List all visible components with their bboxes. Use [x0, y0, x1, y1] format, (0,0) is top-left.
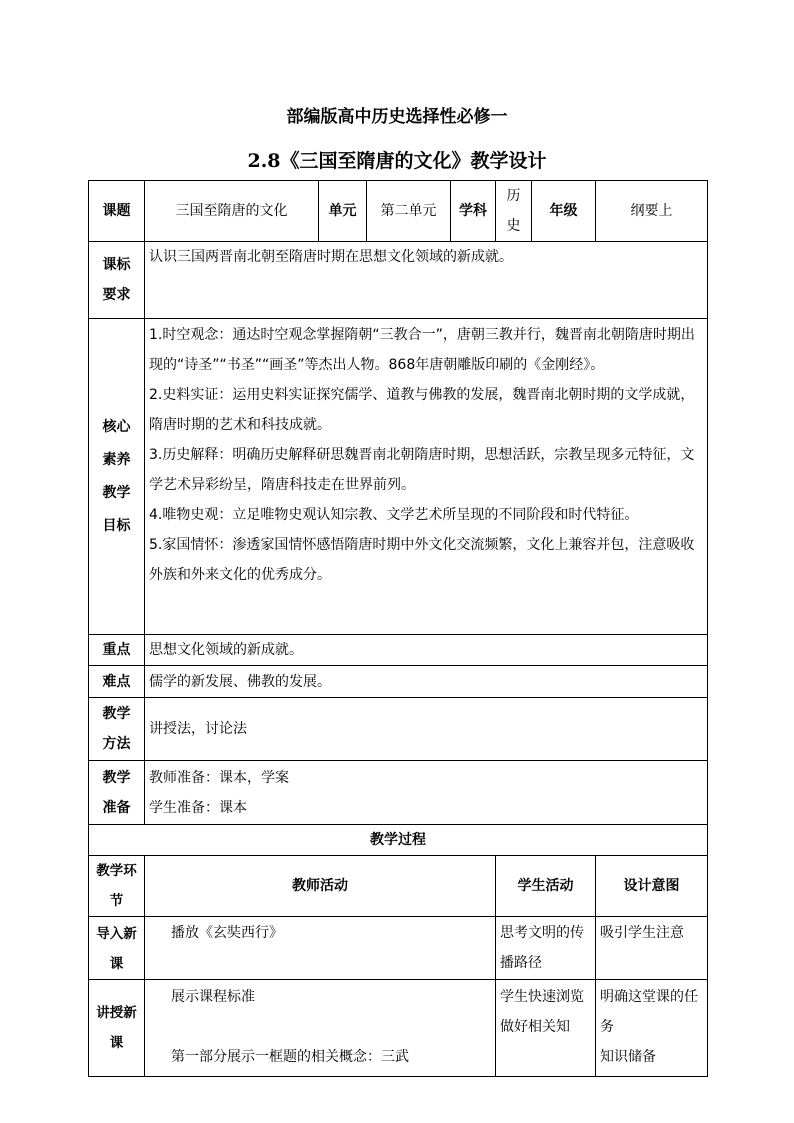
- process-row-new: [89, 980, 708, 1077]
- process-teacher-intro: 播放《玄奘西行》: [145, 917, 496, 980]
- process-row-intro: [89, 917, 708, 980]
- lesson-plan-table: [88, 180, 708, 1077]
- key-point-text: 思想文化领域的新成就。: [145, 635, 708, 666]
- standard-label-line1: 课标: [102, 257, 131, 273]
- prep-student: 学生准备：课本: [149, 799, 247, 816]
- process-intent-intro: 吸引学生注意: [596, 917, 708, 980]
- core-label-line: 素养: [102, 451, 131, 468]
- process-intent-new: [596, 980, 708, 1077]
- subject-value: 历史: [496, 181, 532, 242]
- info-row: [89, 181, 708, 242]
- grade-label: 年级: [532, 181, 596, 242]
- core-label-line: 目标: [102, 517, 131, 534]
- unit-label: 单元: [319, 181, 367, 242]
- prep-teacher: 教师准备：课本，学案: [149, 769, 289, 786]
- unit-value: 第二单元: [367, 181, 451, 242]
- grade-value: 纲要上: [596, 181, 708, 242]
- method-text: 讲授法，讨论法: [145, 698, 708, 761]
- method-label: [89, 698, 145, 761]
- prep-label-line2: 准备: [102, 799, 131, 816]
- key-point-label: 重点: [89, 635, 145, 666]
- process-stage-intro: 导入新课: [89, 917, 145, 980]
- process-teacher-new: [145, 980, 496, 1077]
- document-title: 部编版高中历史选择性必修一: [286, 107, 508, 127]
- standard-row: [89, 242, 708, 319]
- document-subtitle: 2.8《三国至隋唐的文化》教学设计: [247, 150, 547, 172]
- core-row: [89, 319, 708, 635]
- process-student-new: 学生快速浏览 做好相关知: [496, 980, 596, 1077]
- prep-text: [145, 761, 708, 825]
- process-student-intro: 思考文明的传播路径: [496, 917, 596, 980]
- core-goal-item: 1.时空观念：通达时空观念掌握隋朝“三教合一”，唐朝三教并行，魏晋南北朝隋唐时期出现的“诗圣”“书圣”“画圣”等杰出人物。868年唐朝雕版印刷的《金刚经》。: [149, 327, 695, 373]
- difficulty-label: 难点: [89, 666, 145, 698]
- key-point-row: [89, 635, 708, 666]
- core-label-line: 核心: [102, 418, 131, 435]
- process-stage-new: 讲授新课: [89, 980, 145, 1077]
- process-header-row: [89, 856, 708, 917]
- prep-label-line1: 教学: [102, 769, 131, 786]
- core-label-line: 教学: [102, 484, 131, 501]
- core-goals: [145, 319, 708, 635]
- process-teacher-new-line: 展示课程标准: [171, 989, 255, 1005]
- standard-label-line2: 要求: [102, 287, 131, 303]
- difficulty-row: [89, 666, 708, 698]
- standard-label: [89, 242, 145, 319]
- difficulty-text: 儒学的新发展、佛教的发展。: [145, 666, 708, 698]
- standard-text: 认识三国两晋南北朝至隋唐时期在思想文化领域的新成就。: [145, 242, 708, 319]
- process-teacher-new-line: 第一部分展示一框题的相关概念：三武: [171, 1049, 409, 1065]
- core-goal-item: 4.唯物史观：立足唯物史观认知宗教、文学艺术所呈现的不同阶段和时代特征。: [149, 507, 639, 523]
- prep-label: [89, 761, 145, 825]
- core-goal-item: 2.史料实证：运用史料实证探究儒学、道教与佛教的发展，魏晋南北朝时期的文学成就，隋唐时期的艺术和科技成就。: [149, 387, 695, 433]
- core-goal-item: 5.家国情怀：渗透家国情怀感悟隋唐时期中外文化交流频繁，文化上兼容并包，注意吸收外族和外来文化的优秀成分。: [149, 537, 695, 583]
- process-title-row: [89, 825, 708, 856]
- topic-label: 课题: [89, 181, 145, 242]
- process-header-teacher: 教师活动: [145, 856, 496, 917]
- prep-row: [89, 761, 708, 825]
- core-label: [89, 319, 145, 635]
- process-header-intent: 设计意图: [596, 856, 708, 917]
- process-intent-new-line: 知识储备: [600, 1049, 656, 1065]
- method-label-line2: 方法: [102, 736, 131, 752]
- core-goal-item: 3.历史解释：明确历史解释研思魏晋南北朝隋唐时期，思想活跃，宗教呈现多元特征，文学艺术异彩纷呈，隋唐科技走在世界前列。: [149, 447, 695, 493]
- topic-value: 三国至隋唐的文化: [145, 181, 319, 242]
- method-row: [89, 698, 708, 761]
- subject-label: 学科: [451, 181, 496, 242]
- process-header-stage: 教学环节: [89, 856, 145, 917]
- process-header-student: 学生活动: [496, 856, 596, 917]
- process-intent-new-line: 明确这堂课的任务: [600, 989, 698, 1035]
- process-title: 教学过程: [89, 825, 708, 856]
- method-label-line1: 教学: [102, 706, 131, 722]
